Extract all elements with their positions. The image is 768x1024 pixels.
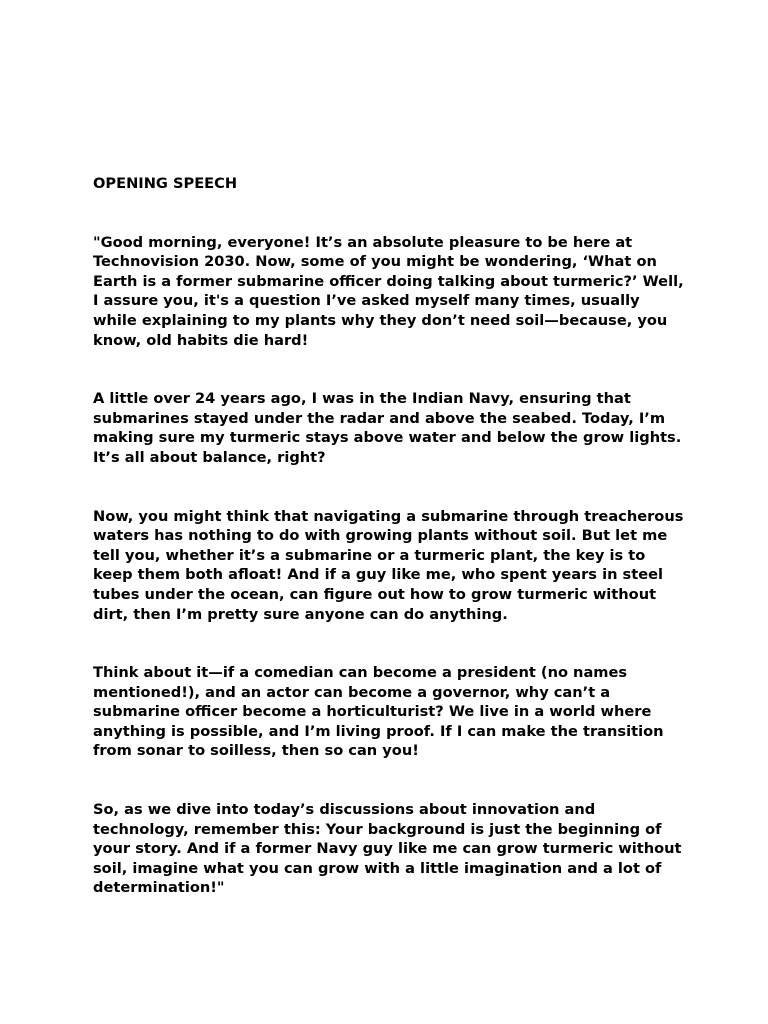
paragraph-2: A little over 24 years ago, I was in the Indian Navy, ensuring that submarines stayed under the radar and above the seabed. Today, I’m making sure my turmeric stays above water and below the grow lights. It’s all about balance, right? <box>93 390 682 466</box>
paragraph-1: "Good morning, everyone! It’s an absolute pleasure to be here at Technovision 2030. Now, some of you might be wondering, ‘What on Earth is a former submarine officer doing talking about turmeric?’ Well, I assure you, it's a question I’ve asked myself many times, usually while explaining to my plants why they don’t need soil—because, you know, old habits die hard! <box>93 233 684 349</box>
paragraph-3: Now, you might think that navigating a submarine through treacherous waters has nothing to do with growing plants without soil. But let me tell you, whether it’s a submarine or a turmeric plant, the key is to keep them both afloat! And if a guy like me, who spent years in steel tubes under the ocean, can figure out how to grow turmeric without dirt, then I’m pretty sure anyone can do anything. <box>93 507 684 623</box>
document-body <box>93 174 685 937</box>
page-title: OPENING SPEECH <box>93 175 238 192</box>
paragraph-5: So, as we dive into today’s discussions about innovation and technology, remember this: Your background is just the beginning of your story. And if a former Navy guy like me can grow turmeric without soil, imagine what you can grow with a little imagination and a lot of determination!" <box>93 801 682 897</box>
paragraph-4: Think about it—if a comedian can become a president (no names mentioned!), and an actor can become a governor, why can’t a submarine officer become a horticulturist? We live in a world where anything is possible, and I’m living proof. If I can make the transition from sonar to soilless, then so can you! <box>93 664 664 760</box>
